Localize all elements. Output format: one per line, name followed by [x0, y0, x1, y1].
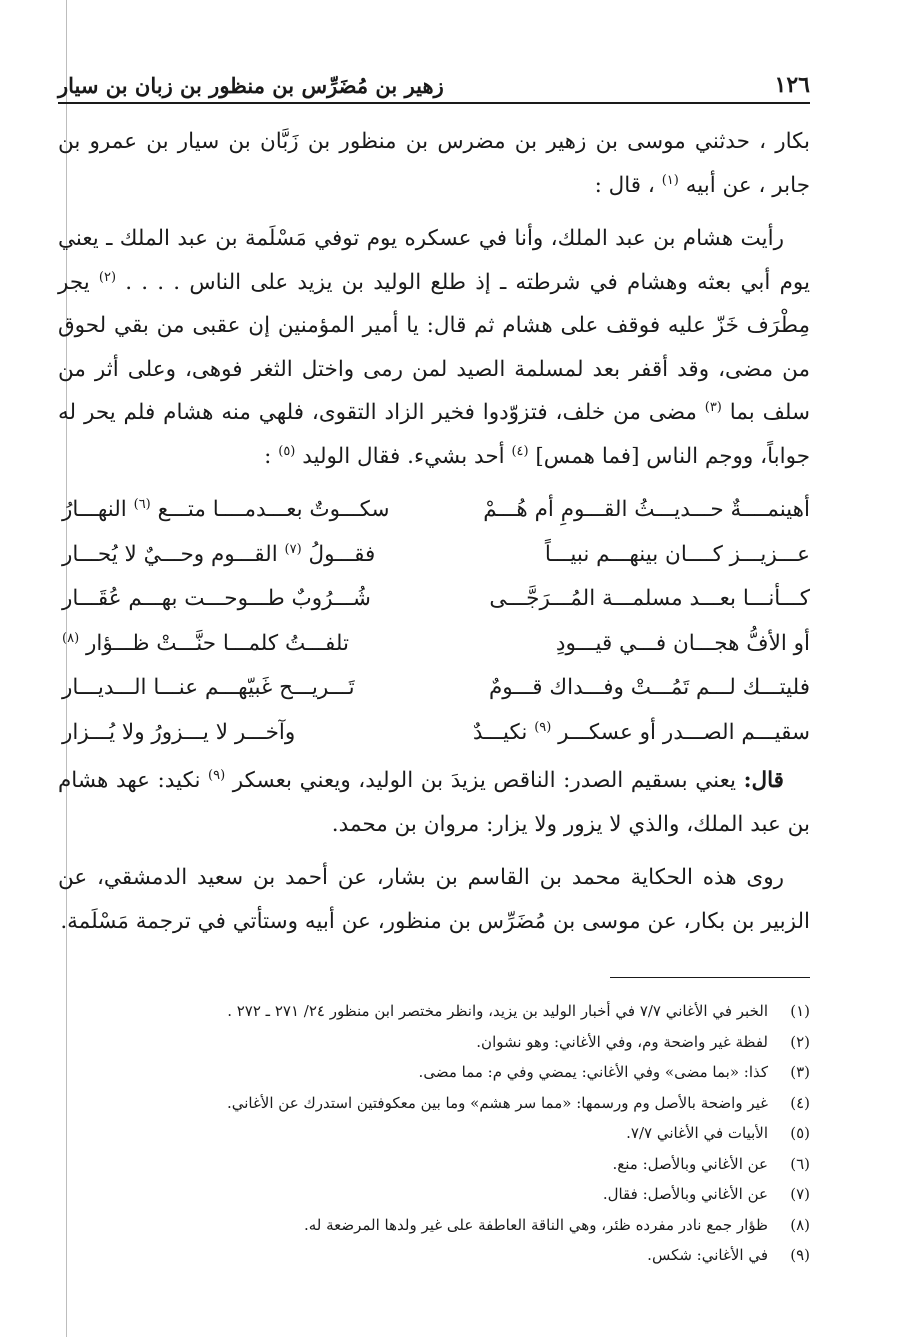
poem-verse: [58, 577, 810, 622]
footnote-text: عن الأغاني وبالأصل: فقال.: [602, 1185, 768, 1203]
footnote-number: (٦): [790, 1154, 810, 1173]
text-run: نكيد: عهد هشام بن عبد الملك، والذي لا يزور ولا يزار: مروان بن محمد.: [58, 768, 810, 837]
text-run: يجر مِطْرَف خَزّ عليه فوقف على هشام ثم قال: يا أمير المؤمنين إن عقبى من بقي لحوق من مضى، وقد أقفر بعد لمسلمة الصيد لمن رمى واختل الثغر فوهى، وعلى أثر من سلف بما: [58, 269, 810, 425]
page-number: ١٢٦: [774, 72, 810, 98]
footnote-reference: (٣): [704, 399, 722, 415]
text-run: أحد بشيء. فقال الوليد: [302, 443, 505, 469]
footnote: [58, 1118, 810, 1149]
text-run: كـــأنـــا بعـــد مسلمـــة المُـــرَجَّـــى: [489, 586, 810, 611]
text-run: فليتـــك لـــم تَمُـــتْ وفـــداك قـــومٌ: [488, 675, 810, 700]
footnote-reference: (٩): [208, 767, 226, 783]
verse-first-hemistich: [449, 577, 810, 622]
footnote-number: (٤): [790, 1093, 810, 1112]
footnote-number: (١): [790, 1002, 810, 1020]
footnote-number: (٥): [790, 1124, 810, 1142]
footnote-number: (٣): [790, 1063, 810, 1081]
poem: [58, 488, 810, 755]
paragraph-2: [58, 217, 810, 478]
text-run: أهينمــــةٌ حـــديـــثُ القـــومِ أم هُـــمْ: [483, 497, 810, 522]
text-run: :: [264, 443, 272, 469]
text-run: فقـــولُ: [308, 541, 376, 567]
footnote-reference: (٢): [98, 269, 117, 285]
page-header: [58, 58, 810, 104]
text-run: سكـــوتٌ بعـــدمــــا متـــع: [157, 497, 390, 522]
poem-verse: [58, 533, 810, 578]
footnote: [58, 1027, 810, 1058]
verse-second-hemistich: [58, 533, 423, 578]
footnote: [58, 1149, 810, 1180]
text-run: ، قال :: [594, 172, 655, 198]
text-run: أو الأفُّ هجـــان فـــي قيـــودِ: [555, 630, 810, 656]
footnote-text: عن الأغاني وبالأصل: منع.: [612, 1154, 768, 1173]
text-run: القـــوم وحـــيٌ لا يُحـــار: [62, 541, 278, 567]
verse-second-hemistich: [58, 622, 423, 667]
footnote: [58, 1210, 810, 1241]
text-run: روى هذه الحكاية محمد بن القاسم بن بشار، عن أحمد بن سعيد الدمشقي، عن الزبير بن بكار، عن موسى بن مُضَرِّس بن منظور، عن أبيه وستأتي في ترجمة مَسْلَمة.: [58, 865, 810, 934]
footnote-number: (٢): [790, 1032, 810, 1051]
text-run: نكيـــدٌ: [472, 719, 528, 745]
footnote-text: ظؤار جمع نادر مفرده ظئر، وهي الناقة العاطفة على غير ولدها المرضعة له.: [303, 1215, 768, 1234]
verse-first-hemistich: [449, 711, 810, 756]
footnote-number: (٧): [790, 1185, 810, 1203]
footnote-reference: (٤): [511, 443, 529, 459]
footnotes: [58, 996, 810, 1271]
footnote: [58, 1240, 810, 1271]
paragraph-3: [58, 759, 810, 846]
footnote: [58, 996, 810, 1027]
verse-second-hemistich: [58, 577, 423, 622]
footnote-separator: [610, 977, 810, 978]
verse-first-hemistich: [449, 533, 810, 578]
footnote: [58, 1057, 810, 1088]
footnote-text: كذا: «بما مضى» وفي الأغاني: يمضي وفي م: مما مضى.: [418, 1063, 768, 1081]
verse-second-hemistich: [58, 711, 423, 756]
text-run: يعني بسقيم الصدر: الناقص يزيدَ بن الوليد، ويعني بعسكر: [232, 768, 736, 793]
text-run: عـــزيـــز كــــان بينهـــم نبيـــاً: [544, 541, 810, 567]
footnote-number: (٨): [790, 1215, 810, 1234]
text-run: النهـــارُ: [62, 497, 127, 522]
verse-first-hemistich: [449, 666, 810, 711]
footnote-text: لفظة غير واضحة وم، وفي الأغاني: وهو نشوان.: [476, 1032, 768, 1051]
text-run: تَـــريـــح غَبيّهـــم عنـــا الـــديـــار: [62, 675, 355, 700]
text-run: رأيت هشام بن عبد الملك، وأنا في عسكره يوم توفي مَسْلَمة بن عبد الملك ـ يعني يوم أبي بعثه وهشام في شرطته ـ إذ طلع الوليد بن يزيد على الناس . . . .: [58, 226, 810, 295]
verse-second-hemistich: [58, 488, 423, 533]
poem-verse: [58, 488, 810, 533]
paragraph-1: [58, 120, 810, 207]
footnote-text: غير واضحة بالأصل وم ورسمها: «مما سر هشم» وما بين معكوفتين استدرك عن الأغاني.: [226, 1093, 768, 1112]
footnote-reference: (٨): [62, 630, 80, 646]
text-run: شُـــرُوبٌ طـــوحـــت بهـــم عُقَـــار: [62, 586, 371, 611]
keyword-label: قال:: [743, 768, 784, 793]
footnote-reference: (١): [661, 172, 679, 188]
footnote-text: الأبيات في الأغاني ٧/٧.: [626, 1124, 768, 1142]
paragraph-4: [58, 856, 810, 943]
footnote-text: في الأغاني: شكس.: [647, 1246, 768, 1264]
footnote-reference: (٩): [534, 719, 552, 735]
text-run: وآخـــر لا يـــزورُ ولا يُـــزار: [62, 719, 296, 745]
text-run: بكار ، حدثني موسى بن زهير بن مضرس بن منظور بن زَبَّان بن سيار بن عمرو بن جابر ، عن أبيه: [58, 129, 810, 198]
footnote-text: الخبر في الأغاني ٧/٧ في أخبار الوليد بن يزيد، وانظر مختصر ابن منظور ٢٤/ ٢٧١ ـ ٢٧٢ .: [227, 1002, 768, 1020]
text-run: سقيـــم الصـــدر أو عسكـــر: [558, 719, 810, 745]
footnote-reference: (٦): [133, 496, 151, 512]
footnote: [58, 1179, 810, 1210]
verse-first-hemistich: [449, 622, 810, 667]
main-text: [58, 120, 810, 953]
footnote: [58, 1088, 810, 1119]
poem-verse: [58, 666, 810, 711]
text-run: تلفـــتُ كلمـــا حنَّـــتْ ظـــؤار: [85, 630, 349, 656]
text-run: مضى من خلف، فتزوّدوا فخير الزاد التقوى، فلهي منه هشام فلم يحر له جواباً، ووجم الناس [فما همس]: [58, 400, 810, 469]
verse-first-hemistich: [449, 488, 810, 533]
footnote-reference: (٥): [278, 443, 296, 459]
verse-second-hemistich: [58, 666, 423, 711]
footnote-reference: (٧): [284, 541, 302, 557]
footnote-number: (٩): [790, 1246, 810, 1264]
poem-verse: [58, 711, 810, 756]
running-title: زهير بن مُضَرِّس بن منظور بن زبان بن سيار: [58, 73, 444, 98]
poem-verse: [58, 622, 810, 667]
